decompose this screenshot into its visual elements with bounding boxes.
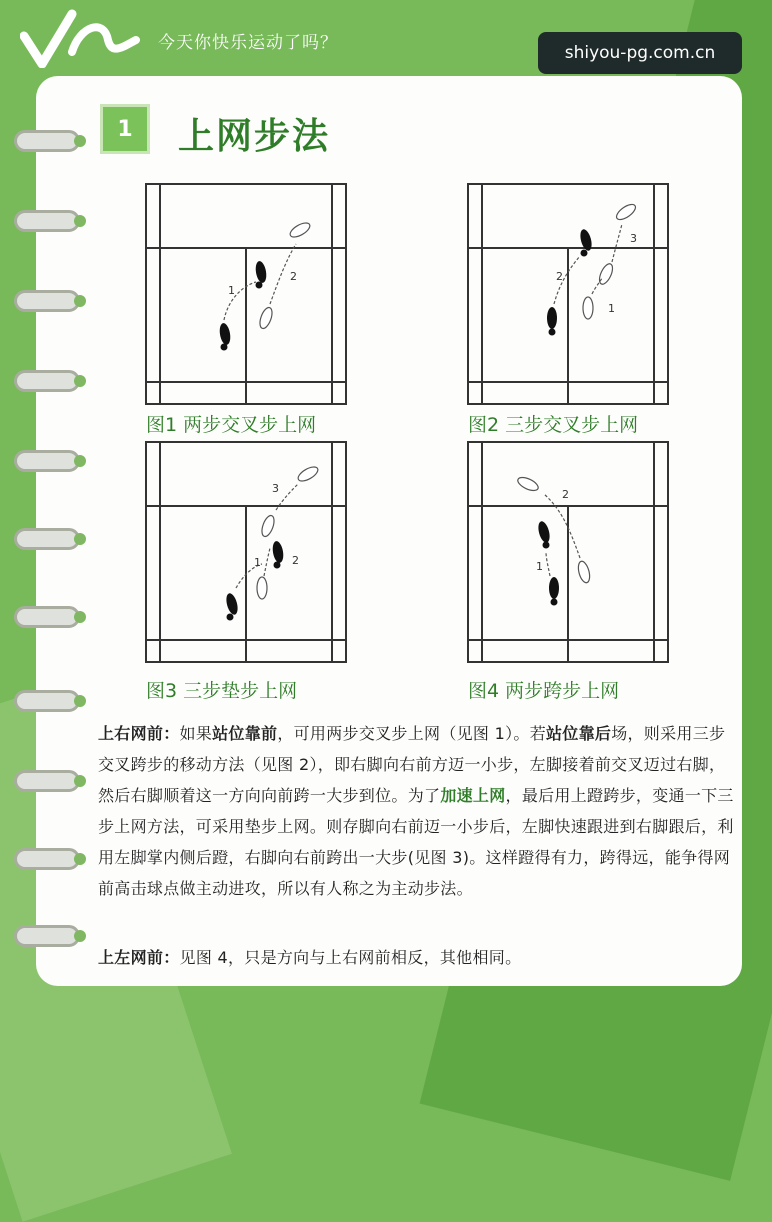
emphasis-text: 站位靠后 <box>546 724 612 743</box>
figure-caption: 图2 三步交叉步上网 <box>468 414 639 436</box>
footprint-black <box>271 540 285 568</box>
step-label: 1 <box>536 560 543 573</box>
section-number-badge: 1 <box>100 104 150 154</box>
step-label: 3 <box>272 482 279 495</box>
watermark-badge: shiyou-pg.com.cn <box>538 32 742 74</box>
figure-caption: 图1 两步交叉步上网 <box>146 414 317 436</box>
binder-ring <box>14 210 80 232</box>
movement-arrow <box>264 548 270 576</box>
binder-ring <box>14 370 80 392</box>
figure-caption: 图4 两步跨步上网 <box>468 680 620 702</box>
footprint-black <box>224 592 239 620</box>
footprint-outline <box>597 262 615 286</box>
step-label: 2 <box>562 488 569 501</box>
step-label: 1 <box>228 284 235 297</box>
binder-ring <box>14 925 80 947</box>
brand-logo <box>20 6 140 68</box>
binder-ring <box>14 130 80 152</box>
binder-ring <box>14 848 80 870</box>
footprint-outline <box>288 220 312 240</box>
movement-arrow <box>546 552 550 576</box>
footprint-outline <box>257 577 267 599</box>
footprint-black <box>549 577 559 606</box>
figure-caption: 图3 三步垫步上网 <box>146 680 298 702</box>
step-label: 2 <box>290 270 297 283</box>
emphasis-text: 站位靠前 <box>212 724 278 743</box>
footprint-outline <box>614 202 638 223</box>
paragraph-left-net <box>98 942 738 973</box>
header-slogan: 今天你快乐运动了吗？ <box>158 33 338 53</box>
footprint-outline <box>516 475 540 493</box>
step-label: 2 <box>292 554 299 567</box>
step-label: 2 <box>556 270 563 283</box>
footprint-black <box>547 307 557 336</box>
step-label: 3 <box>630 232 637 245</box>
footprint-outline <box>583 297 593 319</box>
binder-ring <box>14 290 80 312</box>
paragraph-text: ，可用两步交叉步上网（见图 1）。若 <box>277 724 546 743</box>
court-diagram-4 <box>466 440 670 664</box>
footprint-outline <box>258 306 275 330</box>
paragraph-text: 见图 4，只是方向与上右网前相反，其他相同。 <box>179 948 522 967</box>
court-diagram-3 <box>144 440 348 664</box>
footprint-black <box>218 322 232 350</box>
footprint-black <box>578 228 593 256</box>
step-label: 1 <box>608 302 615 315</box>
footprint-outline <box>576 560 591 584</box>
binder-ring <box>14 606 80 628</box>
paragraph-right-net <box>98 718 738 904</box>
footprint-black <box>536 520 551 548</box>
footprint-outline <box>260 514 277 538</box>
footprint-black <box>254 260 268 288</box>
paragraph-lead: 上右网前： <box>98 724 180 743</box>
paragraph-text: 如果 <box>179 724 213 743</box>
footprint-outline <box>296 464 320 484</box>
paragraph-lead: 上左网前： <box>98 948 180 967</box>
binder-ring <box>14 690 80 712</box>
section-title: 上网步法 <box>178 116 331 157</box>
movement-arrow <box>592 278 602 294</box>
step-label: 1 <box>254 556 261 569</box>
binder-ring <box>14 528 80 550</box>
binder-ring <box>14 450 80 472</box>
paragraph-text: 场，则采用三步交叉跨步的移动方法（见图 2），即右脚向右前方迈一小步，左脚接着前交叉迈过右脚，然后右脚顺着这一方向向前跨一大步到位。为了 <box>98 724 726 805</box>
movement-arrow <box>612 224 622 262</box>
highlight-text: 加速上网 <box>440 786 506 805</box>
court-diagram-1 <box>144 182 348 406</box>
court-diagram-2 <box>466 182 670 406</box>
paragraph-text: ，最后用上蹬跨步，变通一下三步上网方法，可采用垫步上网。则存脚向右前迈一小步后，左脚快速跟进到右脚跟后，利用左脚掌内侧后蹬，右脚向右前跨出一大步(见图 3)。这样蹬得有力，跨得远，能争得网前高击球点做主动进攻，所以有人称之为主动步法。 <box>98 786 734 898</box>
movement-arrow <box>544 494 580 558</box>
binder-ring <box>14 770 80 792</box>
